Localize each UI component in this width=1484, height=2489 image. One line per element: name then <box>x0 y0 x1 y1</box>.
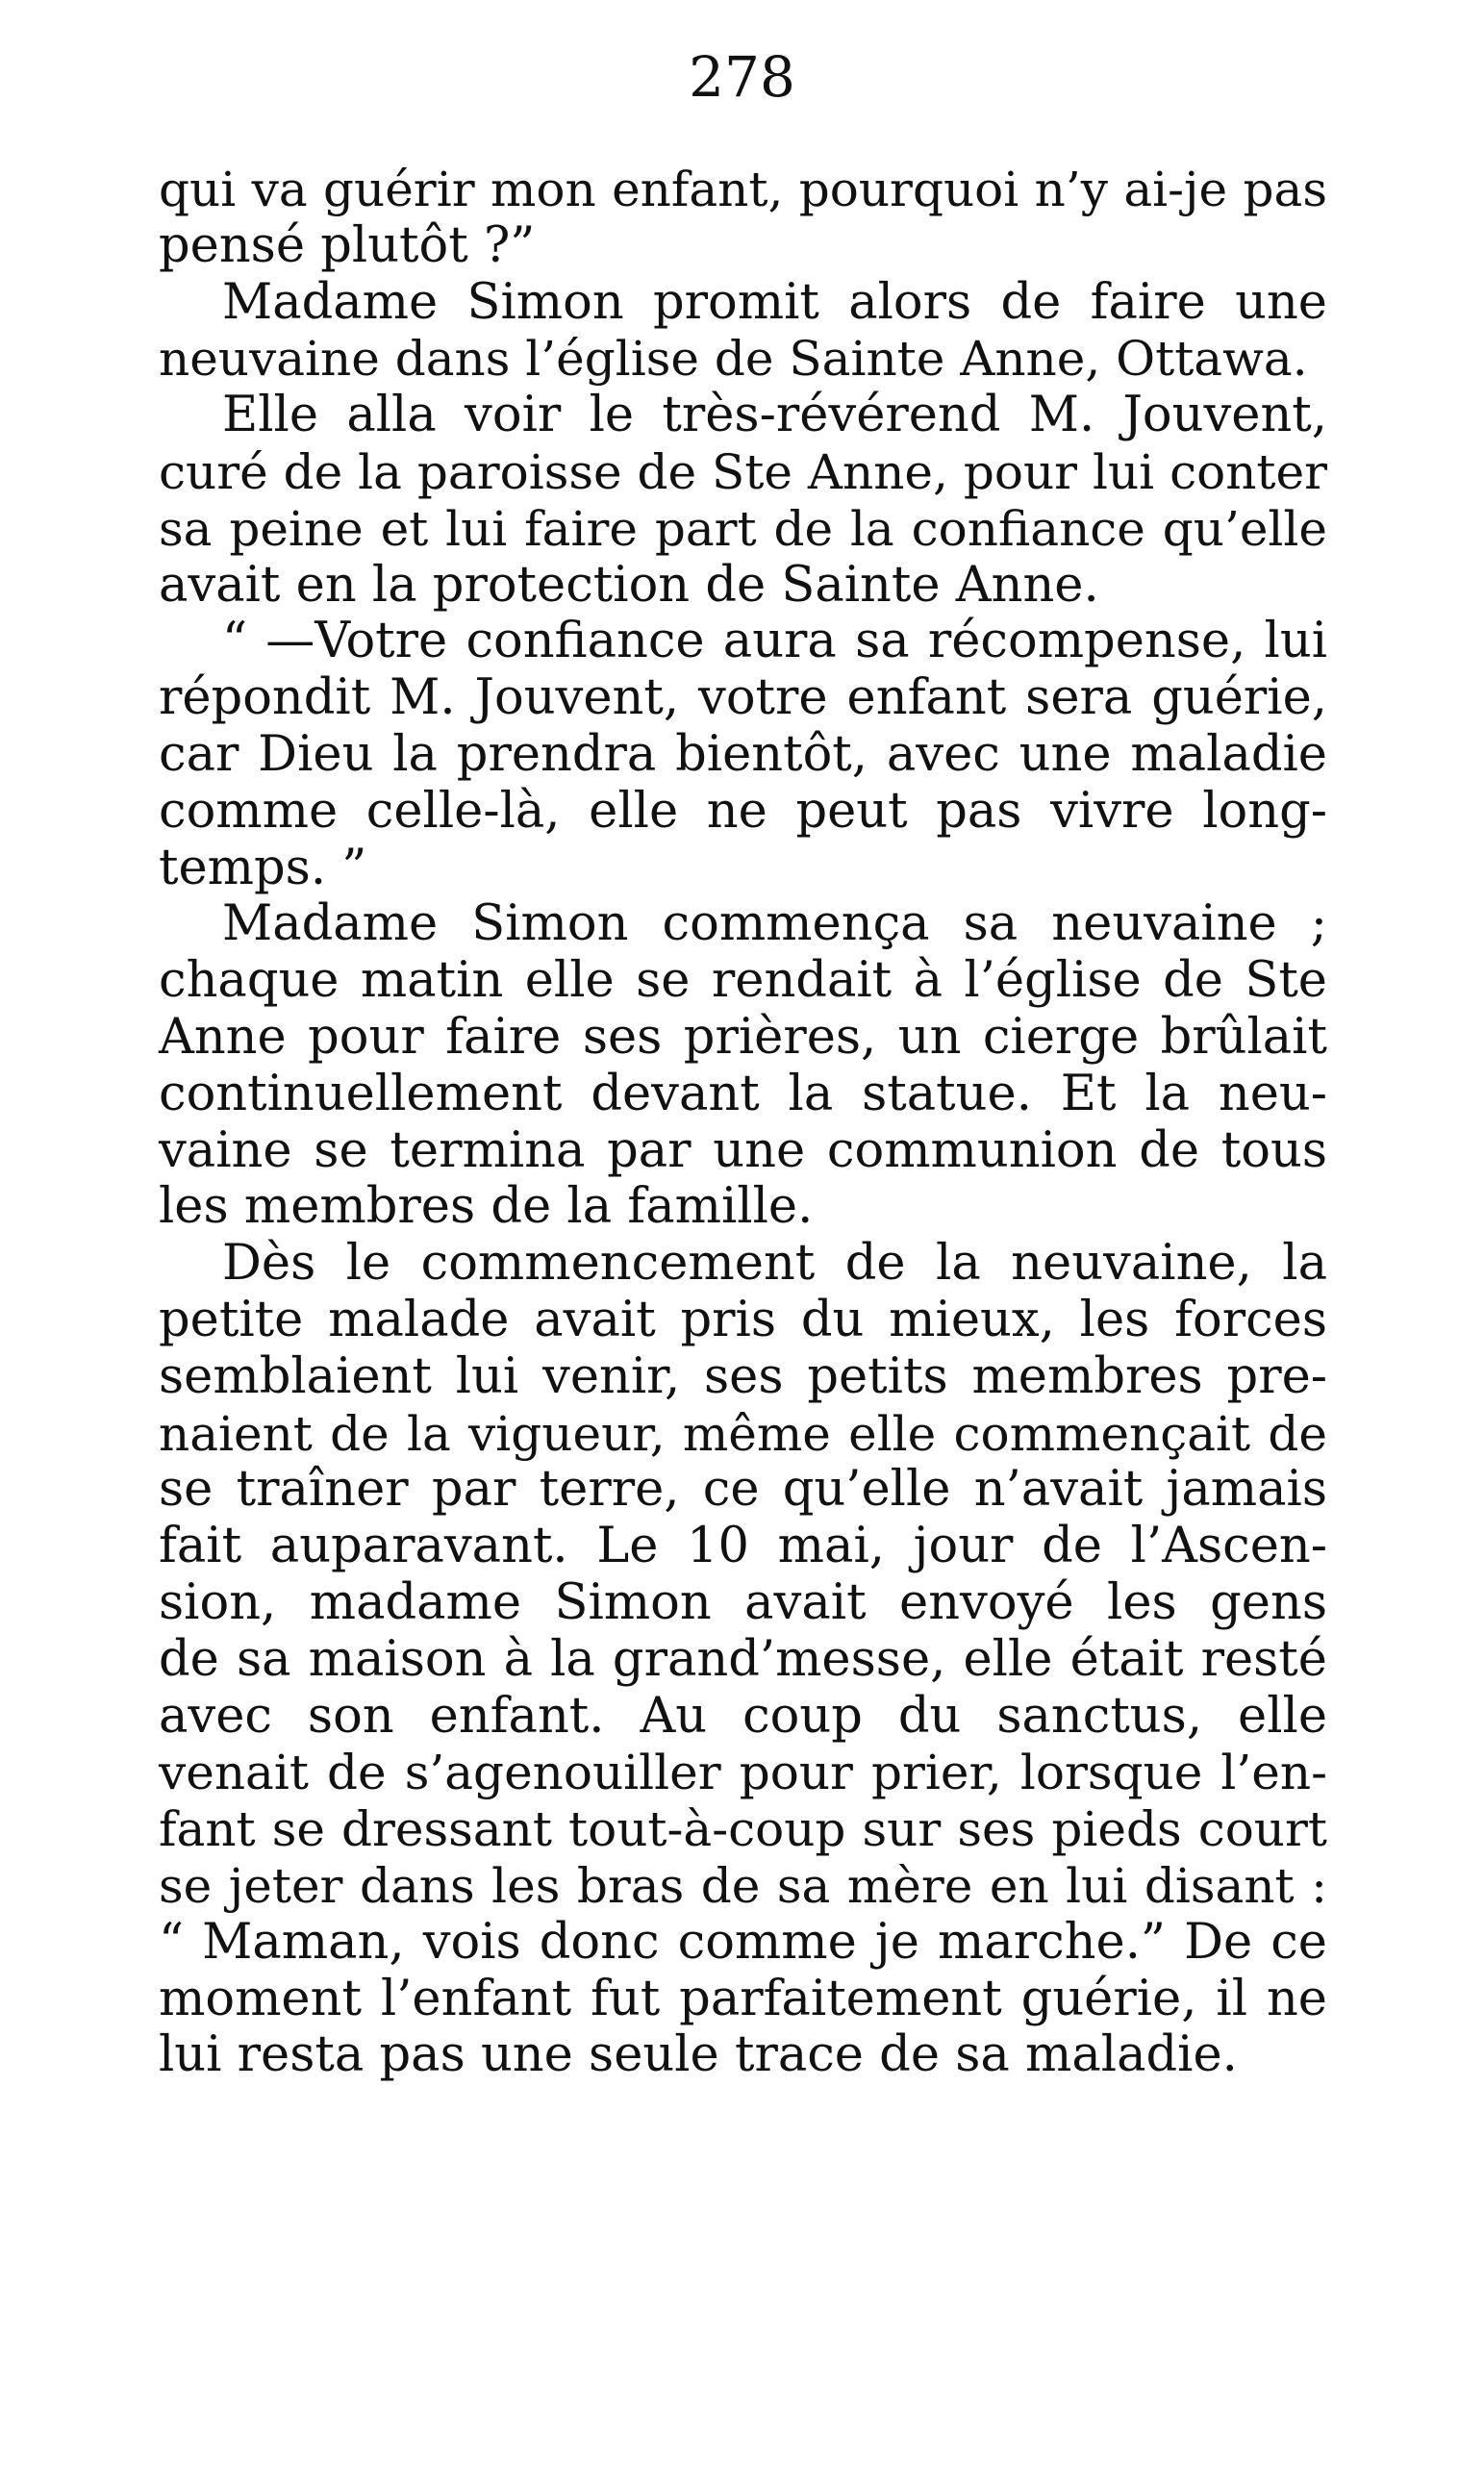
text-line: naient de la vigueur, même elle commençait de <box>159 1405 1327 1462</box>
page-number: 278 <box>689 44 795 110</box>
text-line: temps. ” <box>159 839 367 896</box>
text-line: chaque matin elle se rendait à l’église de Ste <box>159 952 1327 1010</box>
text-line: sa peine et lui faire part de la confiance qu’elle <box>159 500 1327 557</box>
text-line: Anne pour faire ses prières, un cierge brûlait <box>159 1008 1327 1066</box>
text-line: lui resta pas une seule trace de sa maladie. <box>159 2026 1238 2084</box>
text-line: se traîner par terre, ce qu’elle n’avait jamais <box>159 1461 1327 1519</box>
text-line: venait de s’agenouiller pour prier, lorsque l’en- <box>159 1745 1327 1801</box>
body-text <box>159 162 1327 2084</box>
text-line: avait en la protection de Sainte Anne. <box>159 556 1099 614</box>
text-line: petite malade avait pris du mieux, les forces <box>159 1291 1327 1348</box>
text-line: car Dieu la prendra bientôt, avec une maladie <box>159 725 1327 783</box>
text-line: pensé plutôt ?” <box>159 216 536 274</box>
text-line: semblaient lui venir, ses petits membres pre- <box>159 1347 1327 1405</box>
text-line: sion, madame Simon avait envoyé les gens <box>159 1573 1327 1631</box>
text-line: répondit M. Jouvent, votre enfant sera guérie, <box>159 669 1327 727</box>
text-line: neuvaine dans l’église de Sainte Anne, Ottawa. <box>159 331 1308 388</box>
text-line: Elle alla voir le très-révérend M. Jouvent, <box>222 387 1327 444</box>
text-line: “ —Votre confiance aura sa récompense, lui <box>222 613 1327 670</box>
text-line: fant se dressant tout-à-coup sur ses pieds court <box>159 1801 1327 1858</box>
text-line: comme celle-là, elle ne peut pas vivre long- <box>159 782 1327 840</box>
text-line: curé de la paroisse de Ste Anne, pour lui conter <box>159 443 1327 500</box>
text-line: Madame Simon promit alors de faire une <box>222 273 1327 331</box>
text-line: qui va guérir mon enfant, pourquoi n’y ai-je pas <box>159 162 1327 217</box>
text-line: “ Maman, vois donc comme je marche.” De ce <box>159 1913 1327 1971</box>
text-line: Madame Simon commença sa neuvaine ; <box>222 895 1327 953</box>
text-line: se jeter dans les bras de sa mère en lui disant : <box>159 1857 1327 1914</box>
text-line: les membres de la famille. <box>159 1178 814 1236</box>
text-line: de sa maison à la grand’messe, elle était resté <box>159 1630 1327 1688</box>
text-line: Dès le commencement de la neuvaine, la <box>222 1235 1327 1293</box>
text-line: continuellement devant la statue. Et la neu- <box>159 1065 1327 1122</box>
text-line: fait auparavant. Le 10 mai, jour de l’Ascen- <box>159 1518 1327 1575</box>
text-line: avec son enfant. Au coup du sanctus, elle <box>159 1687 1327 1745</box>
text-line: vaine se termina par une communion de tous <box>159 1121 1327 1179</box>
text-line: moment l’enfant fut parfaitement guérie, il ne <box>159 1970 1327 2027</box>
